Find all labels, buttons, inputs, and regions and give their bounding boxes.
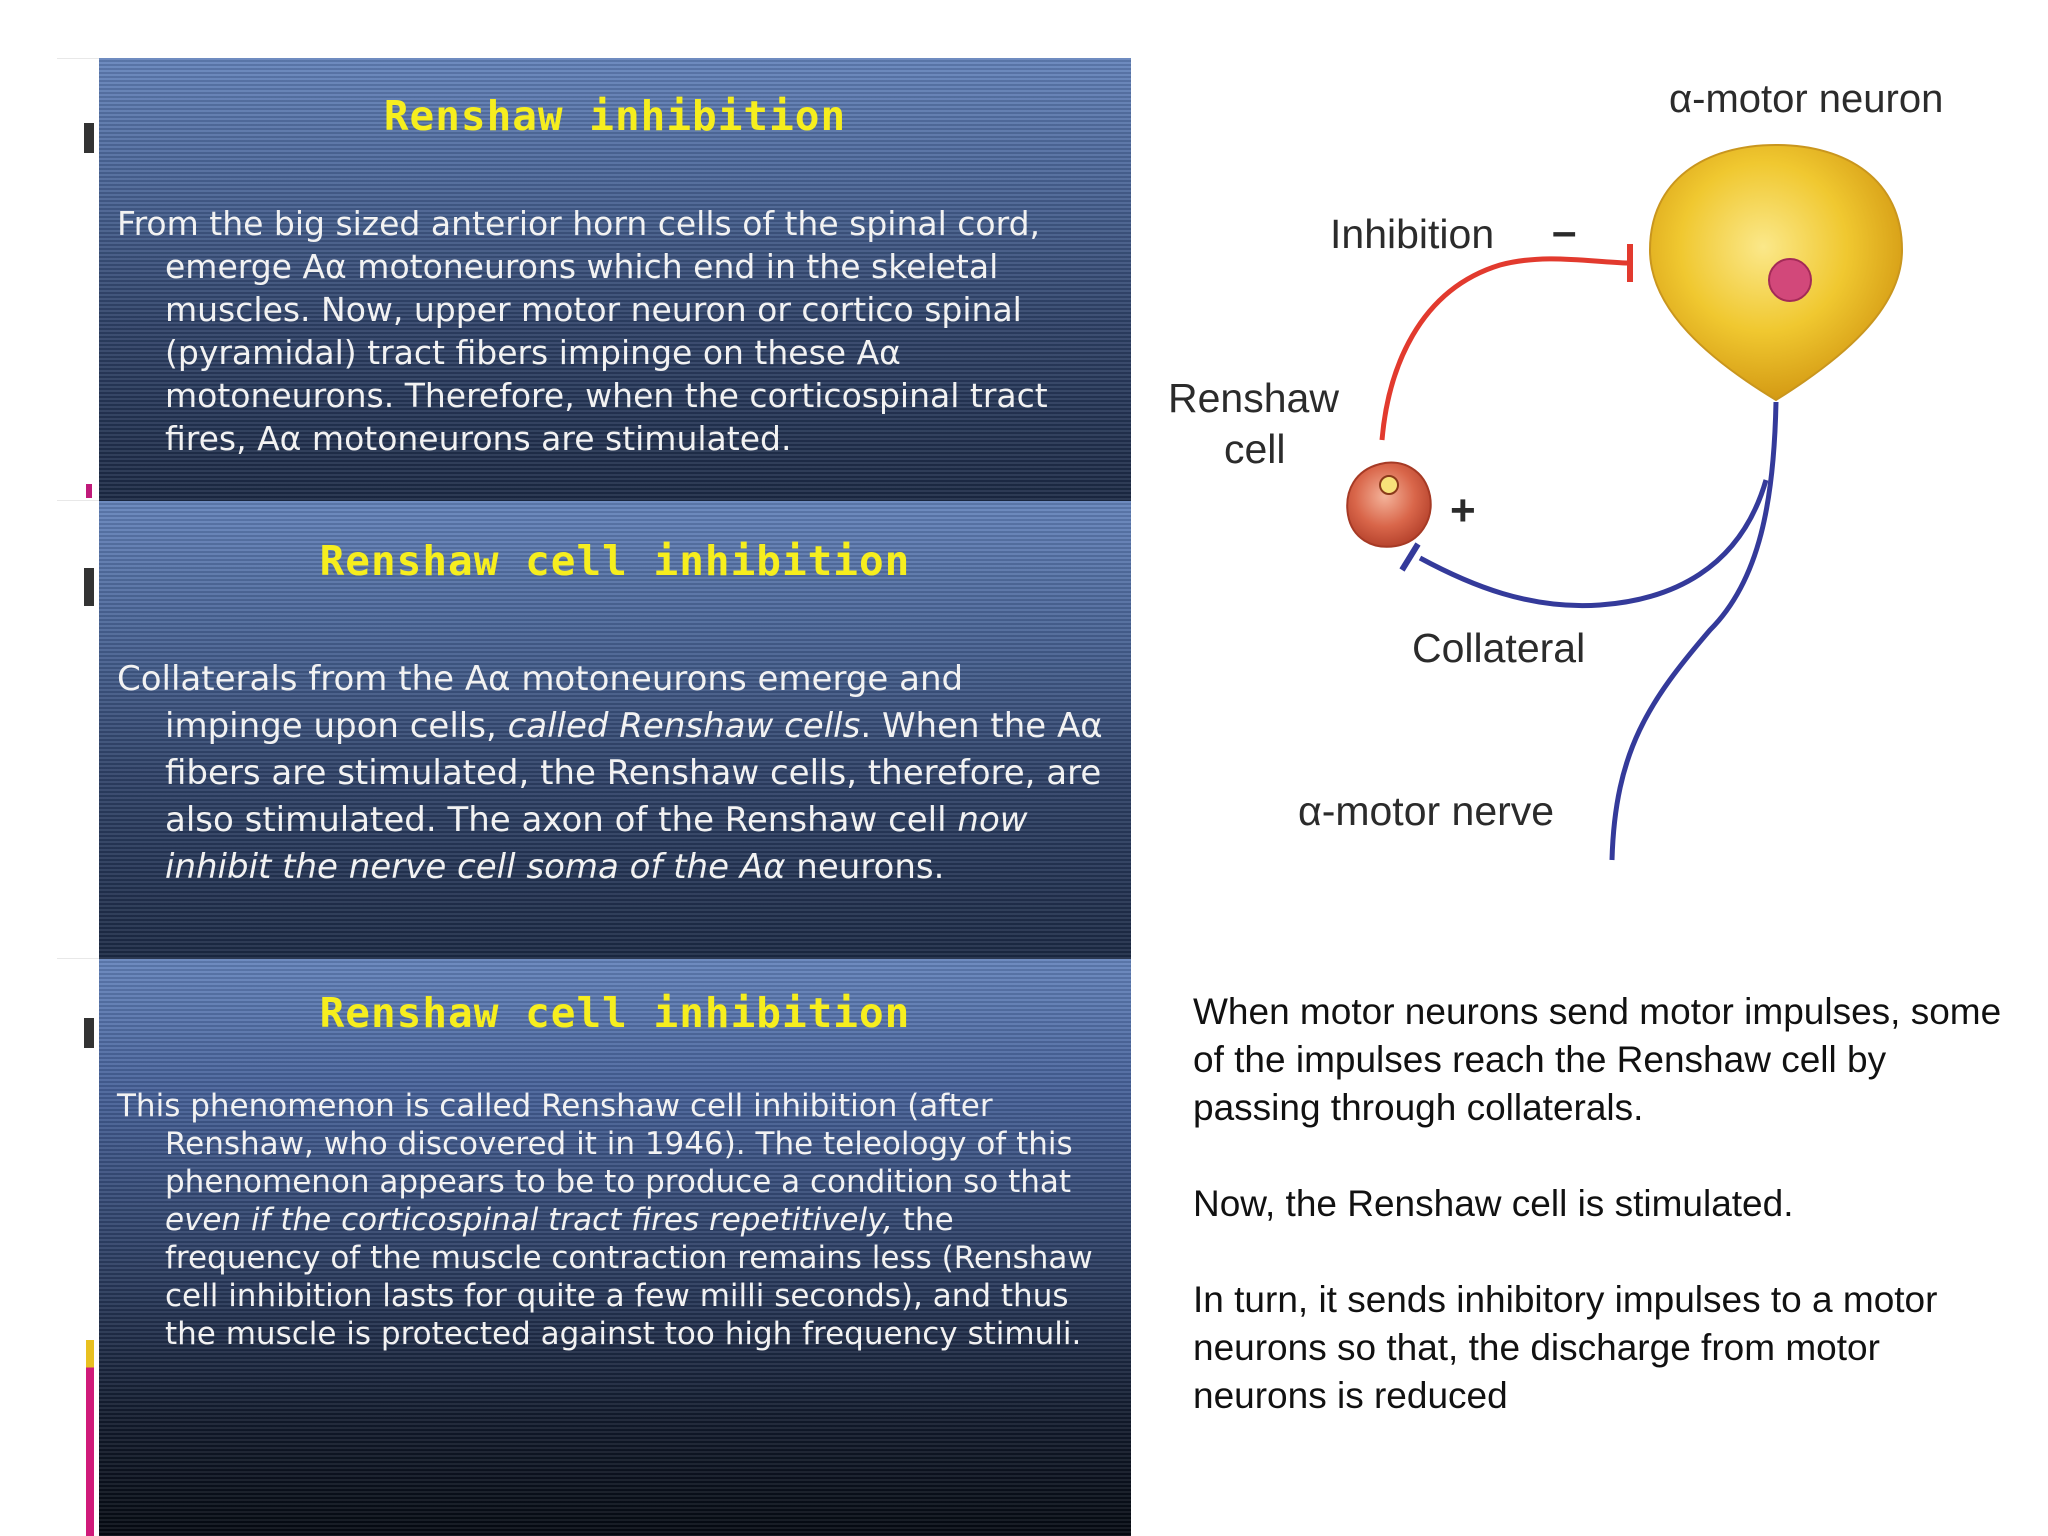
- body-text: neurons.: [785, 847, 945, 887]
- slide-edge-line: [57, 500, 99, 501]
- slide-title: Renshaw inhibition: [383, 92, 847, 140]
- slide-marker: [86, 484, 92, 498]
- body-text: the frequency of the muscle contraction remains less (Renshaw cell inhibition lasts for quite a few milli seconds), and thus the muscle is protected against too high frequency stimuli.: [165, 1202, 1093, 1352]
- slide-edge-line: [57, 58, 99, 59]
- motor-axon: [1612, 402, 1776, 860]
- label-renshaw: Renshaw: [1168, 375, 1339, 421]
- renshaw-cell-nucleus: [1380, 476, 1398, 494]
- slide-renshaw-inhibition: [99, 58, 1131, 501]
- collateral-terminal: [1402, 544, 1418, 570]
- body-text: This phenomenon is called Renshaw cell inhibition (after Renshaw, who discovered it in 1946). The teleology of this phenomenon appears to be to produce a condition so that: [117, 1088, 1073, 1200]
- explanation-paragraph: When motor neurons send motor impulses, some of the impulses reach the Renshaw cell by passing through collaterals.: [1193, 991, 2002, 1128]
- slide-body-text: [117, 656, 1107, 891]
- slide-marker: [84, 568, 94, 606]
- emphasis-text: even if the corticospinal tract fires repetitively,: [165, 1202, 893, 1238]
- slide-accent-bar: [86, 1340, 94, 1536]
- label-plus: +: [1450, 486, 1476, 535]
- slide-marker: [84, 1018, 94, 1048]
- label-motor-neuron: α-motor neuron: [1669, 77, 1944, 121]
- slide-body-text: [117, 202, 1107, 460]
- body-text: Collaterals from the Aα motoneurons emerge and impinge upon cells,: [117, 659, 964, 746]
- renshaw-circuit-diagram: [1150, 60, 2030, 900]
- emphasis-text: called Renshaw cells: [507, 706, 861, 746]
- slide-renshaw-cell-inhibition-2: [99, 959, 1131, 1536]
- label-cell: cell: [1224, 426, 1286, 472]
- explanation-text: [1193, 988, 2013, 1468]
- slide-body-text: [117, 1087, 1107, 1353]
- label-inhibition: Inhibition: [1330, 211, 1495, 257]
- emphasis-text: now inhibit the nerve cell soma of the Aα: [165, 800, 1028, 887]
- inhibitory-axon: [1382, 259, 1628, 440]
- body-text: . When the Aα fibers are stimulated, the Renshaw cells, therefore, are also stimulated. The axon of the Renshaw cell: [165, 706, 1103, 840]
- label-minus: –: [1552, 207, 1577, 256]
- body-text: From the big sized anterior horn cells of the spinal cord, emerge Aα motoneurons which end in the skeletal muscles. Now, upper motor neuron or cortico spinal (pyramidal) tract fibers impinge on these Aα motoneurons. Therefore, when the corticospinal tract fires, Aα motoneurons are stimulated.: [117, 204, 1048, 458]
- slide-marker: [84, 123, 94, 153]
- slide-title: Renshaw cell inhibition: [319, 537, 911, 585]
- explanation-paragraph: Now, the Renshaw cell is stimulated.: [1193, 1183, 1794, 1224]
- label-motor-nerve: α-motor nerve: [1298, 788, 1555, 834]
- motor-neuron-nucleus: [1769, 259, 1811, 301]
- slide-renshaw-cell-inhibition: [99, 501, 1131, 959]
- explanation-paragraph: In turn, it sends inhibitory impulses to a motor neurons so that, the discharge from motor neurons is reduced: [1193, 1279, 1938, 1416]
- slide-edge-line: [57, 958, 99, 959]
- label-collateral: Collateral: [1412, 625, 1586, 671]
- slide-title: Renshaw cell inhibition: [319, 989, 911, 1037]
